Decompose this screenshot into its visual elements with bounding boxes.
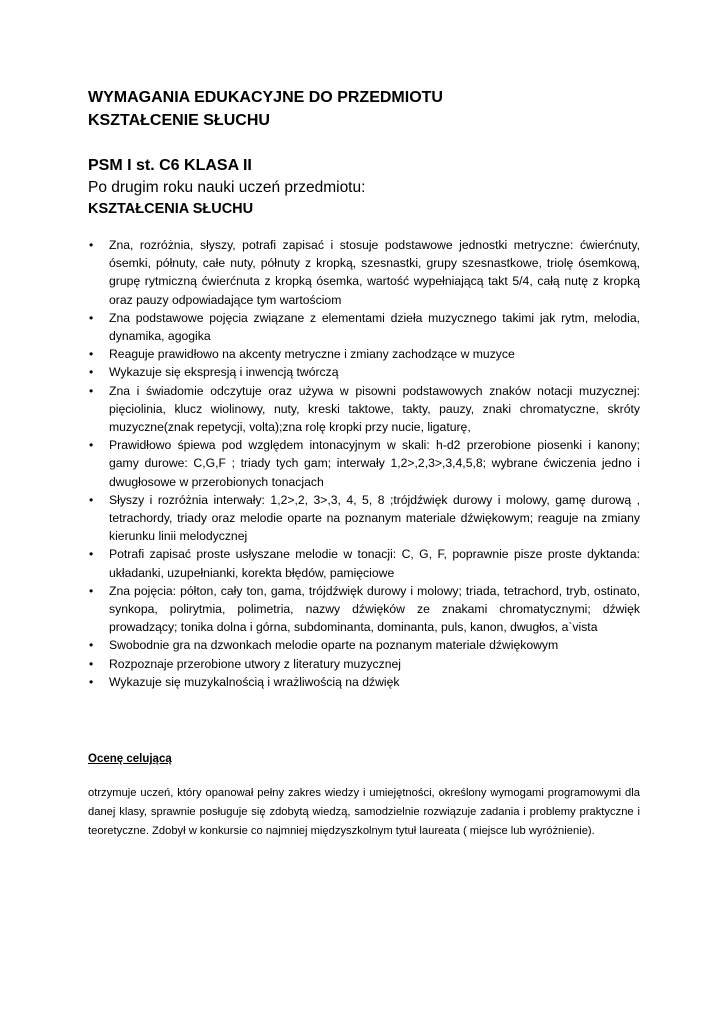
requirement-item: [88, 436, 640, 491]
grade-description: otrzymuje uczeń, który opanował pełny zakres wiedzy i umiejętności, określony wymogami programowymi dla danej klasy, sprawnie posługuje się zdobytą wiedzą, samodzielnie rozwiązuje zadania i problemy praktyczne i teoretyczne. Zdobył w konkursie co najmniej międzyszkolnym tytuł laureata ( miejsce lub wyróżnienie).: [88, 787, 640, 838]
bullet-icon: •: [89, 492, 94, 507]
requirement-item: [88, 382, 640, 437]
requirement-text: Słyszy i rozróżnia interwały: 1,2>,2, 3>,3, 4, 5, 8 ;trójdźwięk durowy i molowy, gamę durową , tetrachordy, triady oraz melodie oparte na poznanym materiale dźwiękowym; reaguje na zmiany kierunku linii melodycznej: [109, 492, 640, 544]
subtitle: Po drugim roku nauki uczeń przedmiotu:: [88, 179, 366, 196]
document-page: [88, 86, 640, 841]
subject-name: KSZTAŁCENIA SŁUCHU: [88, 201, 254, 217]
requirement-item: [88, 545, 640, 581]
bullet-icon: •: [89, 347, 94, 362]
bullet-icon: •: [89, 656, 94, 671]
bullet-icon: •: [89, 383, 94, 398]
document-title-line-1: WYMAGANIA EDUKACYJNE DO PRZEDMIOTU: [88, 89, 443, 106]
requirement-text: Potrafi zapisać proste usłyszane melodie w tonacji: C, G, F, poprawnie pisze proste dyktanda: układanki, uzupełnianki, korekta błędów, pamięciowe: [109, 547, 640, 580]
bullet-icon: •: [89, 310, 94, 325]
requirement-text: Rozpoznaje przerobione utwory z literatury muzycznej: [109, 656, 401, 671]
class-title: PSM I st. C6 KLASA II: [88, 157, 252, 174]
bullet-icon: •: [89, 365, 94, 380]
bullet-icon: •: [89, 238, 94, 252]
requirement-item: [88, 345, 640, 363]
requirement-text: Zna pojęcia: półton, cały ton, gama, trójdźwięk durowy i molowy; triada, tetrachord, tryb, ostinato, synkopa, polirytmia, polimetria, nazwy dźwięków ze znakami chromatycznymi; dźwięk prowadzący; tonika dolna i górna, subdominanta, dominanta, puls, kanon, dwugłos, a`vista: [109, 583, 640, 635]
requirement-text: Wykazuje się ekspresją i inwencją twórczą: [109, 365, 339, 380]
requirement-text: Prawidłowo śpiewa pod względem intonacyjnym w skali: h-d2 przerobione piosenki i kanony; gamy durowe: C,G,F ; triady tych gam; interwały 1,2>,2,3>,3,4,5,8; wybrane ćwiczenia jedno i dwugłosowe w przerobionych tonacjach: [109, 438, 640, 489]
requirement-text: Zna podstawowe pojęcia związane z elementami dzieła muzycznego takimi jak rytm, melodia, dynamika, agogika: [109, 310, 640, 344]
requirement-item: [88, 673, 640, 691]
requirement-item: [88, 491, 640, 546]
grade-heading: Ocenę celującą: [88, 753, 172, 766]
bullet-icon: •: [89, 638, 94, 653]
requirement-item: [88, 309, 640, 345]
bullet-icon: •: [89, 674, 94, 689]
requirement-item: [88, 636, 640, 654]
requirements-list: [88, 236, 640, 691]
bullet-icon: •: [89, 583, 94, 598]
requirement-item: [88, 236, 640, 309]
requirement-text: Wykazuje się muzykalnością i wrażliwością na dźwięk: [109, 674, 400, 689]
requirement-text: Zna, rozróżnia, słyszy, potrafi zapisać i stosuje podstawowe jednostki metryczne: ćwierćnuty, ósemki, półnuty, całe nuty, półnuty z kropką, szesnastki, grupy szesnastkowe, triolę ósemkową, grupę rytmiczną ćwierćnuta z kropką ósemka, wartość wypełniającą takt 5/4, całą nutę z kropką oraz pauzy odpowiadające tym wartościom: [109, 238, 640, 307]
requirement-item: [88, 363, 640, 381]
requirement-text: Reaguje prawidłowo na akcenty metryczne i zmiany zachodzące w muzyce: [109, 347, 515, 362]
requirement-text: Swobodnie gra na dzwonkach melodie oparte na poznanym materiale dźwiękowym: [109, 638, 559, 653]
document-title-line-2: KSZTAŁCENIE SŁUCHU: [88, 112, 270, 129]
requirement-item: [88, 655, 640, 673]
requirement-text: Zna i świadomie odczytuje oraz używa w pisowni podstawowych znaków notacji muzycznej: pięciolinia, klucz wiolinowy, nuty, kreski taktowe, takty, pauzy, znaki chromatyczne, skróty muzyczne(znak repetycji, volta);zna rolę kropki przy nucie, ligaturę,: [109, 383, 640, 435]
requirement-item: [88, 582, 640, 637]
bullet-icon: •: [89, 547, 94, 562]
bullet-icon: •: [89, 438, 94, 453]
